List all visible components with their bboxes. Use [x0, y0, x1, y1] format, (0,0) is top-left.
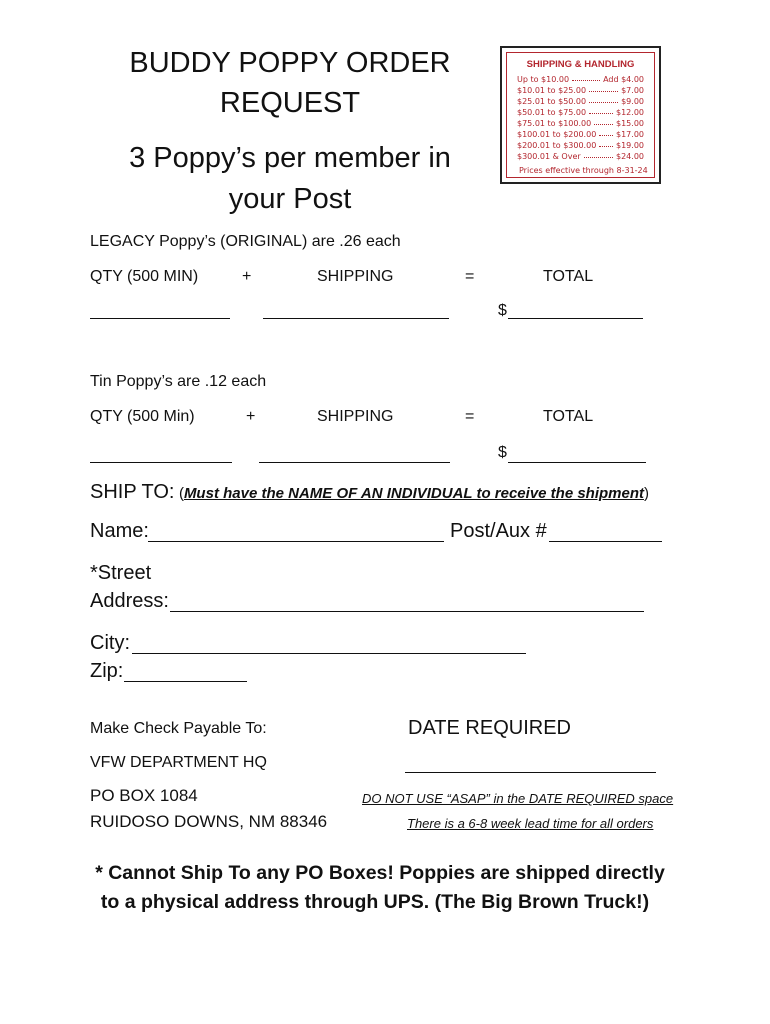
po-box: PO BOX 1084 [90, 786, 198, 805]
post-aux-label: Post/Aux # [450, 520, 547, 542]
legacy-total-label: TOTAL [543, 268, 594, 285]
shipping-row-range: $200.01 to $300.00 [517, 141, 597, 150]
city-state-zip: RUIDOSO DOWNS, NM 88346 [90, 812, 328, 831]
city-field[interactable] [132, 653, 526, 654]
shipping-table-border [506, 52, 655, 178]
date-required-label: DATE REQUIRED [408, 717, 571, 739]
shipping-row-leader [589, 86, 618, 92]
shipping-row-leader [589, 108, 613, 114]
ship-to-note: Must have the NAME OF AN INDIVIDUAL to receive the shipment [183, 485, 645, 502]
form-title-line-1: BUDDY POPPY ORDER [129, 47, 451, 79]
tin-shipping-label: SHIPPING [317, 408, 394, 425]
shipping-row-leader [589, 97, 618, 103]
zip-label: Zip: [90, 660, 124, 682]
shipping-row [517, 97, 644, 106]
shipping-row-price: $12.00 [616, 108, 644, 117]
shipping-row [517, 152, 644, 161]
name-field[interactable] [148, 541, 444, 542]
shipping-row-range: $300.01 & Over [517, 152, 581, 161]
shipping-row-leader [594, 119, 613, 125]
shipping-row [517, 119, 644, 128]
tin-shipping-field[interactable] [259, 462, 450, 463]
legacy-heading: LEGACY Poppy’s (ORIGINAL) are .26 each [90, 233, 401, 250]
shipping-row-range: $75.01 to $100.00 [517, 119, 592, 128]
date-required-field[interactable] [405, 772, 656, 773]
tin-plus-sign: + [246, 408, 256, 425]
shipping-table-heading: SHIPPING & HANDLING [526, 59, 635, 70]
shipping-row-range: $50.01 to $75.00 [517, 108, 587, 117]
street-label: *Street [90, 562, 152, 584]
footer-note-line-1: * Cannot Ship To any PO Boxes! Poppies are shipped directly [95, 862, 665, 884]
legacy-dollar-sign: $ [498, 302, 507, 319]
post-aux-field[interactable] [549, 541, 662, 542]
shipping-row-range: $10.01 to $25.00 [517, 86, 587, 95]
legacy-qty-label: QTY (500 MIN) [90, 268, 199, 285]
ship-to-line [90, 481, 649, 504]
legacy-shipping-label: SHIPPING [317, 268, 394, 285]
shipping-row-price: $9.00 [621, 97, 644, 106]
date-note-asap: DO NOT USE “ASAP” in the DATE REQUIRED space [362, 791, 674, 806]
shipping-row-leader [599, 141, 613, 147]
legacy-equals-sign: = [465, 268, 475, 285]
shipping-row [517, 108, 644, 117]
legacy-plus-sign: + [242, 268, 252, 285]
shipping-row-price: $19.00 [616, 141, 644, 150]
tin-total-label: TOTAL [543, 408, 594, 425]
tin-heading: Tin Poppy’s are .12 each [90, 373, 267, 390]
shipping-row-leader [584, 152, 613, 158]
shipping-row-range: $100.01 to $200.00 [517, 130, 597, 139]
city-label: City: [90, 632, 130, 654]
shipping-row-price: Add $4.00 [603, 75, 644, 84]
shipping-row [517, 86, 644, 95]
shipping-row-price: $17.00 [616, 130, 644, 139]
shipping-handling-table [500, 46, 661, 184]
ship-to-paren-close: ) [644, 485, 650, 502]
tin-equals-sign: = [465, 408, 475, 425]
shipping-row-price: $24.00 [616, 152, 644, 161]
shipping-row-leader [572, 75, 600, 81]
ship-to-label: SHIP TO: [90, 481, 175, 503]
tin-qty-label: QTY (500 Min) [90, 408, 195, 425]
shipping-row-range: Up to $10.00 [517, 75, 570, 84]
footer-note-line-2: to a physical address through UPS. (The Big Brown Truck!) [100, 891, 650, 913]
shipping-row-price: $15.00 [616, 119, 644, 128]
shipping-row [517, 141, 644, 150]
shipping-row-price: $7.00 [621, 86, 644, 95]
shipping-row [517, 75, 644, 84]
shipping-row-leader [599, 130, 613, 136]
payable-to-label: Make Check Payable To: [90, 720, 267, 737]
tin-qty-field[interactable] [90, 462, 232, 463]
subtitle-line-1: 3 Poppy’s per member in [129, 142, 451, 174]
legacy-total-field[interactable] [508, 318, 643, 319]
legacy-shipping-field[interactable] [263, 318, 449, 319]
ship-to-paren-open: ( [178, 485, 184, 502]
subtitle-line-2: your Post [228, 183, 352, 215]
tin-dollar-sign: $ [498, 444, 507, 461]
street-address-field[interactable] [170, 611, 644, 612]
form-title-line-2: REQUEST [219, 87, 361, 119]
name-label: Name: [90, 520, 149, 542]
legacy-qty-field[interactable] [90, 318, 230, 319]
tin-total-field[interactable] [508, 462, 646, 463]
payee-name: VFW DEPARTMENT HQ [90, 754, 267, 771]
date-note-lead-time: There is a 6-8 week lead time for all orders [407, 816, 654, 831]
shipping-table-note: Prices effective through 8-31-24 [519, 166, 648, 175]
zip-field[interactable] [124, 681, 247, 682]
shipping-row [517, 130, 644, 139]
address-label: Address: [90, 590, 169, 612]
shipping-row-range: $25.01 to $50.00 [517, 97, 587, 106]
